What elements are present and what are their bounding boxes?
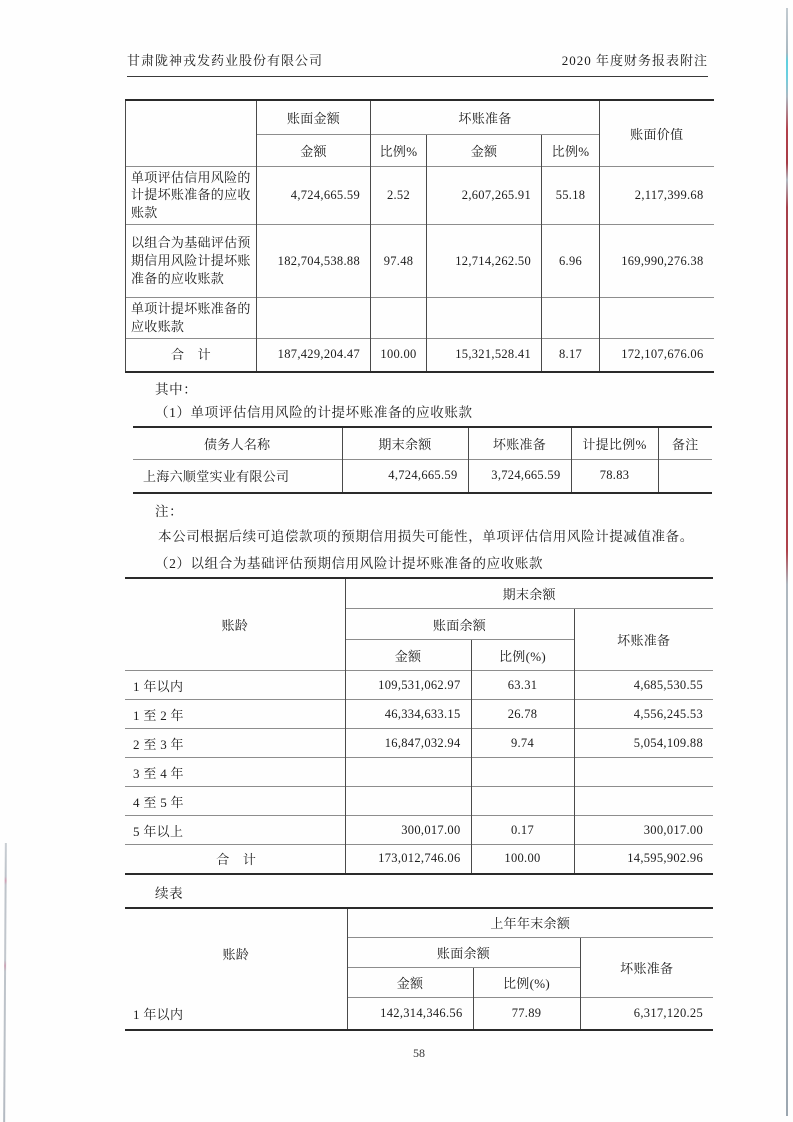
amount-cell: 300,017.00 xyxy=(345,816,471,845)
carrying-value-cell: 2,117,399.68 xyxy=(600,166,714,225)
col-header-book-balance: 账面余额 xyxy=(345,609,574,640)
table-row xyxy=(125,700,713,729)
col-header-book-amount: 账面金额 xyxy=(257,100,371,134)
row-label: 以组合为基础评估预期信用风险计提坏账准备的应收账款 xyxy=(126,225,257,298)
amount-cell: 142,314,346.56 xyxy=(347,998,473,1030)
ratio-cell xyxy=(471,758,574,787)
aging-prior-year-table xyxy=(125,907,713,1031)
col-header-amount: 金额 xyxy=(427,134,542,166)
bad-debt-cell: 300,017.00 xyxy=(574,816,713,845)
company-name: 甘肃陇神戎发药业股份有限公司 xyxy=(127,53,324,68)
table-row xyxy=(125,998,713,1030)
row-label-total: 合 计 xyxy=(126,339,257,372)
scan-edge-left-line xyxy=(3,843,6,1122)
bad-debt-cell: 14,595,902.96 xyxy=(574,845,713,874)
amount-cell: 173,012,746.06 xyxy=(345,845,471,874)
amount-cell: 182,704,538.88 xyxy=(257,225,371,298)
ratio-cell: 63.31 xyxy=(471,671,574,700)
table-header-row xyxy=(133,427,712,460)
col-header-bad-debt: 坏账准备 xyxy=(574,609,713,671)
ratio-cell: 77.89 xyxy=(473,998,580,1030)
col-header-amount: 金额 xyxy=(345,640,471,671)
bad-debt-cell xyxy=(574,758,713,787)
table-row xyxy=(126,166,714,225)
col-header-closing-balance: 期末余额 xyxy=(345,578,713,609)
total-row xyxy=(125,845,713,874)
bad-ratio-cell: 6.96 xyxy=(542,225,600,298)
col-header-aging: 账龄 xyxy=(221,617,249,633)
bad-debt-cell xyxy=(427,298,542,339)
bad-ratio-cell xyxy=(542,298,600,339)
col-header-bad-debt: 坏账准备 xyxy=(580,938,713,998)
carrying-value-cell: 169,990,276.38 xyxy=(600,225,714,298)
individually-assessed-table xyxy=(133,426,712,494)
ratio-cell: 26.78 xyxy=(471,700,574,729)
table-row xyxy=(126,298,714,339)
table-row xyxy=(125,729,713,758)
note-label: 注： xyxy=(155,503,184,519)
ratio-cell: 100.00 xyxy=(371,339,427,372)
amount-cell: 46,334,633.15 xyxy=(345,700,471,729)
col-header-aging: 账龄 xyxy=(222,946,250,962)
page-header xyxy=(127,50,708,77)
col-header-book-balance: 账面余额 xyxy=(347,938,580,968)
closing-balance-cell: 4,724,665.59 xyxy=(342,460,468,493)
col-header-prior-year-balance: 上年年末余额 xyxy=(347,908,713,938)
bad-debt-cell: 3,724,665.59 xyxy=(468,460,571,493)
note-text: 本公司根据后续可追偿款项的预期信用损失可能性，单项评估信用风险计提减值准备。 xyxy=(158,528,694,544)
among-which-label: 其中： xyxy=(155,381,198,397)
total-row xyxy=(126,339,714,372)
scan-edge-right-line xyxy=(786,8,788,1116)
col-header-amount: 金额 xyxy=(347,968,473,998)
amount-cell xyxy=(257,298,371,339)
bad-debt-cell: 5,054,109.88 xyxy=(574,729,713,758)
amount-cell xyxy=(345,787,471,816)
col-header-ratio: 比例% xyxy=(542,134,600,166)
table-row xyxy=(133,460,712,493)
carrying-value-cell: 172,107,676.06 xyxy=(600,339,714,372)
amount-cell: 16,847,032.94 xyxy=(345,729,471,758)
col-header-ratio: 比例(%) xyxy=(471,640,574,671)
aging-label: 4 至 5 年 xyxy=(125,787,345,816)
bad-debt-cell: 15,321,528.41 xyxy=(427,339,542,372)
ratio-cell: 2.52 xyxy=(371,166,427,225)
debtor-name-cell: 上海六顺堂实业有限公司 xyxy=(133,460,342,493)
page-number: 58 xyxy=(413,1046,425,1060)
table-header-row xyxy=(125,908,713,938)
bad-debt-cell: 2,607,265.91 xyxy=(427,166,542,225)
col-header-ratio: 比例(%) xyxy=(473,968,580,998)
aging-label: 3 至 4 年 xyxy=(125,758,345,787)
aging-label: 1 至 2 年 xyxy=(125,700,345,729)
aging-label-total: 合 计 xyxy=(125,845,345,874)
aging-label: 5 年以上 xyxy=(125,816,345,845)
ratio-cell xyxy=(371,298,427,339)
row-label: 单项计提坏账准备的应收账款 xyxy=(126,298,257,339)
col-header-amount: 金额 xyxy=(257,134,371,166)
amount-cell: 187,429,204.47 xyxy=(257,339,371,372)
ratio-cell: 0.17 xyxy=(471,816,574,845)
table-row xyxy=(126,225,714,298)
row-label: 单项评估信用风险的计提坏账准备的应收账款 xyxy=(126,166,257,225)
aging-label: 2 至 3 年 xyxy=(125,729,345,758)
ratio-cell: 97.48 xyxy=(371,225,427,298)
table-header-row xyxy=(126,100,714,134)
amount-cell xyxy=(345,758,471,787)
table-row xyxy=(125,671,713,700)
ratio-cell xyxy=(471,787,574,816)
ratio-cell: 9.74 xyxy=(471,729,574,758)
item2-heading: （2）以组合为基础评估预期信用风险计提坏账准备的应收账款 xyxy=(155,555,544,571)
col-header-bad-debt-provision: 坏账准备 xyxy=(371,100,600,134)
col-header-bad-debt: 坏账准备 xyxy=(468,427,571,460)
remark-cell xyxy=(658,460,712,493)
ratio-cell: 100.00 xyxy=(471,845,574,874)
receivables-by-method-table xyxy=(125,99,714,373)
amount-cell: 4,724,665.59 xyxy=(257,166,371,225)
bad-debt-cell: 6,317,120.25 xyxy=(580,998,713,1030)
col-header-provision-ratio: 计提比例% xyxy=(571,427,658,460)
aging-label: 1 年以内 xyxy=(133,1006,184,1022)
bad-ratio-cell: 8.17 xyxy=(542,339,600,372)
ratio-cell: 78.83 xyxy=(571,460,658,493)
col-header-ratio: 比例% xyxy=(371,134,427,166)
col-header-closing-balance: 期末余额 xyxy=(342,427,468,460)
table-header-row xyxy=(125,578,713,609)
item1-heading: （1）单项评估信用风险的计提坏账准备的应收账款 xyxy=(155,404,473,420)
col-header-carrying-value: 账面价值 xyxy=(600,100,714,166)
bad-debt-cell: 4,685,530.55 xyxy=(574,671,713,700)
carrying-value-cell xyxy=(600,298,714,339)
bad-debt-cell: 12,714,262.50 xyxy=(427,225,542,298)
bad-ratio-cell: 55.18 xyxy=(542,166,600,225)
table-row xyxy=(125,787,713,816)
table-row xyxy=(125,816,713,845)
bad-debt-cell xyxy=(574,787,713,816)
col-header-debtor: 债务人名称 xyxy=(203,436,271,452)
bad-debt-cell: 4,556,245.53 xyxy=(574,700,713,729)
corner-cell xyxy=(126,100,257,166)
page-content xyxy=(125,98,713,1031)
col-header-remark: 备注 xyxy=(658,427,712,460)
amount-cell: 109,531,062.97 xyxy=(345,671,471,700)
aging-label: 1 年以内 xyxy=(125,671,345,700)
continued-table-label: 续表 xyxy=(155,885,184,901)
report-title: 2020 年度财务报表附注 xyxy=(561,53,708,68)
aging-closing-balance-table xyxy=(125,577,713,875)
table-row xyxy=(125,758,713,787)
